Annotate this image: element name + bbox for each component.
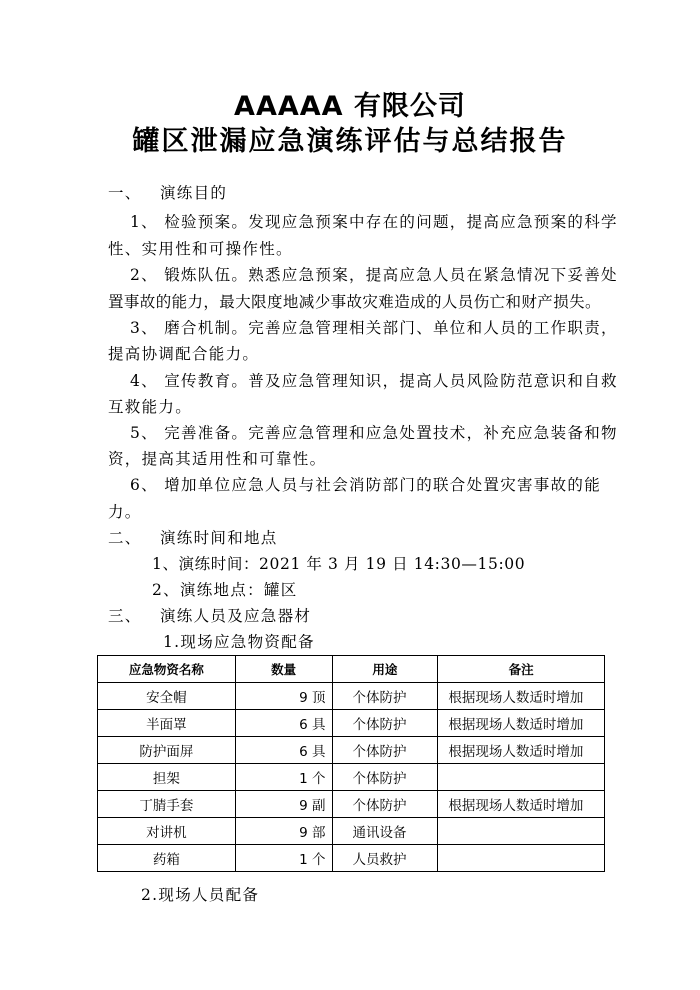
materials-table [97,655,605,872]
cell-note: 根据现场人数适时增加 [438,710,605,737]
table-row [98,818,605,845]
cell-use: 个体防护 [332,737,438,764]
cell-use: 个体防护 [332,791,438,818]
cell-name: 丁腈手套 [98,791,236,818]
purpose-item-4-line1: 4、 宣传教育。普及应急管理知识，提高人员风险防范意识和自救 [130,372,618,390]
purpose-item-3-line2: 提高协调配合能力。 [108,345,260,363]
section-1-title: 演练目的 [160,184,228,202]
purpose-item-6-line1: 6、 增加单位应急人员与社会消防部门的联合处置灾害事故的能 [130,476,601,494]
purpose-item-2-line1: 2、 锻炼队伍。熟悉应急预案，提高应急人员在紧急情况下妥善处 [130,266,618,284]
section-2-heading [108,526,278,548]
cell-note [438,764,605,791]
purpose-item-2-line2: 置事故的能力，最大限度地减少事故灾难造成的人员伤亡和财产损失。 [108,293,601,311]
table-row [98,845,605,872]
drill-time: 1、演练时间：2021 年 3 月 19 日 14:30—15:00 [152,555,526,573]
purpose-item-5-line1: 5、 完善准备。完善应急管理和应急处置技术，补充应急装备和物 [130,424,618,442]
purpose-item-1-line2: 性、实用性和可操作性。 [108,240,293,258]
section-2-number: 二、 [108,529,142,547]
cell-qty: 1 个 [235,764,332,791]
cell-note: 根据现场人数适时增加 [438,683,605,710]
header-use: 用途 [332,656,438,683]
cell-qty: 9 顶 [235,683,332,710]
cell-use: 通讯设备 [332,818,438,845]
cell-name: 安全帽 [98,683,236,710]
purpose-item-4-line2: 互救能力。 [108,398,193,416]
cell-note: 根据现场人数适时增加 [438,791,605,818]
section-3-title: 演练人员及应急器材 [160,607,312,625]
purpose-item-1-line1: 1、 检验预案。发现应急预案中存在的问题，提高应急预案的科学 [130,213,618,231]
header-name: 应急物资名称 [98,656,236,683]
cell-qty: 9 部 [235,818,332,845]
header-note: 备注 [438,656,605,683]
table-row [98,737,605,764]
cell-note: 根据现场人数适时增加 [438,737,605,764]
purpose-item-3-line1: 3、 磨合机制。完善应急管理相关部门、单位和人员的工作职责， [130,319,618,337]
table-header-row [98,656,605,683]
section-1-number: 一、 [108,184,142,202]
cell-name: 担架 [98,764,236,791]
table-row [98,683,605,710]
cell-name: 对讲机 [98,818,236,845]
cell-qty: 6 具 [235,710,332,737]
cell-use: 个体防护 [332,710,438,737]
cell-qty: 9 副 [235,791,332,818]
drill-location: 2、演练地点：罐区 [152,581,298,599]
cell-name: 防护面屏 [98,737,236,764]
table-row [98,764,605,791]
purpose-item-5-line2: 资，提高其适用性和可靠性。 [108,450,327,468]
cell-name: 药箱 [98,845,236,872]
cell-use: 个体防护 [332,683,438,710]
section-3-heading [108,604,311,626]
section-3-number: 三、 [108,607,142,625]
cell-qty: 6 具 [235,737,332,764]
cell-use: 个体防护 [332,764,438,791]
cell-qty: 1 个 [235,845,332,872]
table-row [98,710,605,737]
cell-note [438,818,605,845]
subsection-personnel: 2.现场人员配备 [141,886,260,904]
purpose-item-6-line2: 力。 [108,503,142,521]
title-company: AAAAA 有限公司 [234,91,466,122]
cell-use: 人员救护 [332,845,438,872]
section-2-title: 演练时间和地点 [160,529,278,547]
title-report: 罐区泄漏应急演练评估与总结报告 [132,126,568,157]
cell-name: 半面罩 [98,710,236,737]
header-qty: 数量 [235,656,332,683]
table-row [98,791,605,818]
subsection-materials: 1.现场应急物资配备 [163,633,315,651]
cell-note [438,845,605,872]
section-1-heading [108,181,227,203]
